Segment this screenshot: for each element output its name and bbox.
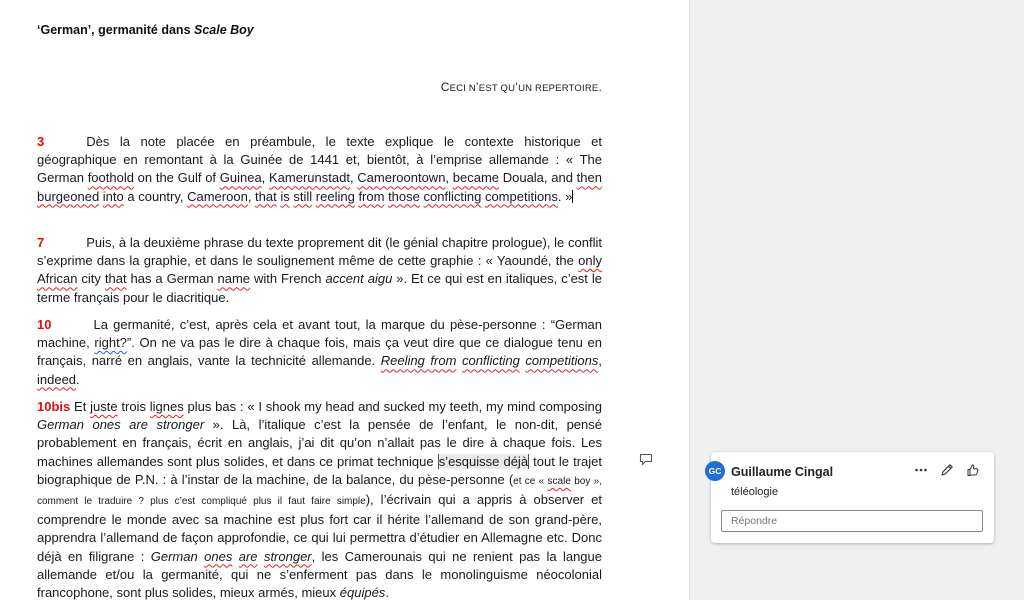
- paragraph-3[interactable]: 3 Dès la note placée en préambule, le texte explique le contexte historique et géographique en remontant à la Guinée de 1441 et, bientôt, à l’emprise allemande : « The German foothold on the Gulf of Guinea, Kamerunstadt, Cameroontown, became Douala, and then burgeoned into a country, Cameroon, that is still reeling from those conflicting competitions. »: [37, 134, 602, 204]
- document-title: ‘German’, germanité dans Scale Boy: [37, 23, 254, 37]
- commented-text-highlight[interactable]: s’esquisse déjà: [438, 453, 529, 469]
- text-cursor: [572, 190, 573, 203]
- paragraph-10bis[interactable]: 10bis Et juste trois lignes plus bas : « I shook my head and sucked my teeth, my mind composing German ones are stronger ». Là, l’italique c’est la pensée de l’enfant, le non-dit, pensé probablement en français, écrit en anglais, j’ai dit qu’on n’allait pas le dire à chaque fois. Les machines allemandes sont plus solides, et dans ce primat technique s’esquisse déjà tout le trajet biographique de P.N. : à l’instar de la machine, de la balance, du pèse-personne (et ce « scale boy », comment le traduire ? plus c’est compliqué plus il faut faire simple), l’écrivain qui a appris à observer et comprendre le monde avec sa machine est plus fort car il hérite l’allemand de son grand-père, apprendra l’allemand de façon approfondie, ce qui lui permettra d’étudier en Allemagne etc. Donc déjà en filigrane : German ones are stronger, les Camerounais qui ne renient pas la langue allemande et/ou la germanité, qui ne s’enferment pas dans le monolinguisme néocolonial francophone, sont plus solides, mieux armés, mieux équipés.: [37, 399, 602, 601]
- comment-text: téléologie: [731, 486, 779, 498]
- comment-author: Guillaume Cingal: [731, 465, 834, 479]
- paragraph-number: 7: [37, 235, 45, 250]
- comment-card[interactable]: [708, 452, 994, 543]
- paragraph-7[interactable]: 7 Puis, à la deuxième phrase du texte proprement dit (le génial chapitre prologue), le conflit s’exprime dans la graphie, et dans le soulignement même de cette graphie : « Yaoundé, the only African city that has a German name with French accent aigu ». Et ce qui est en italiques, c’est le terme français pour le diacritique.: [37, 235, 602, 305]
- paragraph-10[interactable]: 10 La germanité, c’est, après cela et avant tout, la marque du pèse-personne : “German machine, right?”. On ne va pas le dire à chaque fois, mais ça veut dire que ce dialogue tenu en français, narré en anglais, vante la technicité allemande. Reeling from conflicting competitions, indeed.: [37, 317, 602, 387]
- paragraph-number: 10: [37, 317, 52, 332]
- more-options-icon[interactable]: [914, 463, 928, 477]
- reply-input[interactable]: [721, 510, 983, 532]
- edit-pencil-icon[interactable]: [940, 463, 954, 477]
- paragraph-number: 10bis: [37, 399, 71, 414]
- comment-actions: [914, 463, 980, 477]
- comment-marker-icon[interactable]: [639, 452, 653, 466]
- like-thumb-icon[interactable]: [966, 463, 980, 477]
- paragraph-number: 3: [37, 134, 45, 149]
- avatar: GC: [705, 461, 725, 481]
- epigraph: CECI N’EST QU’UN REPERTOIRE.: [440, 80, 602, 94]
